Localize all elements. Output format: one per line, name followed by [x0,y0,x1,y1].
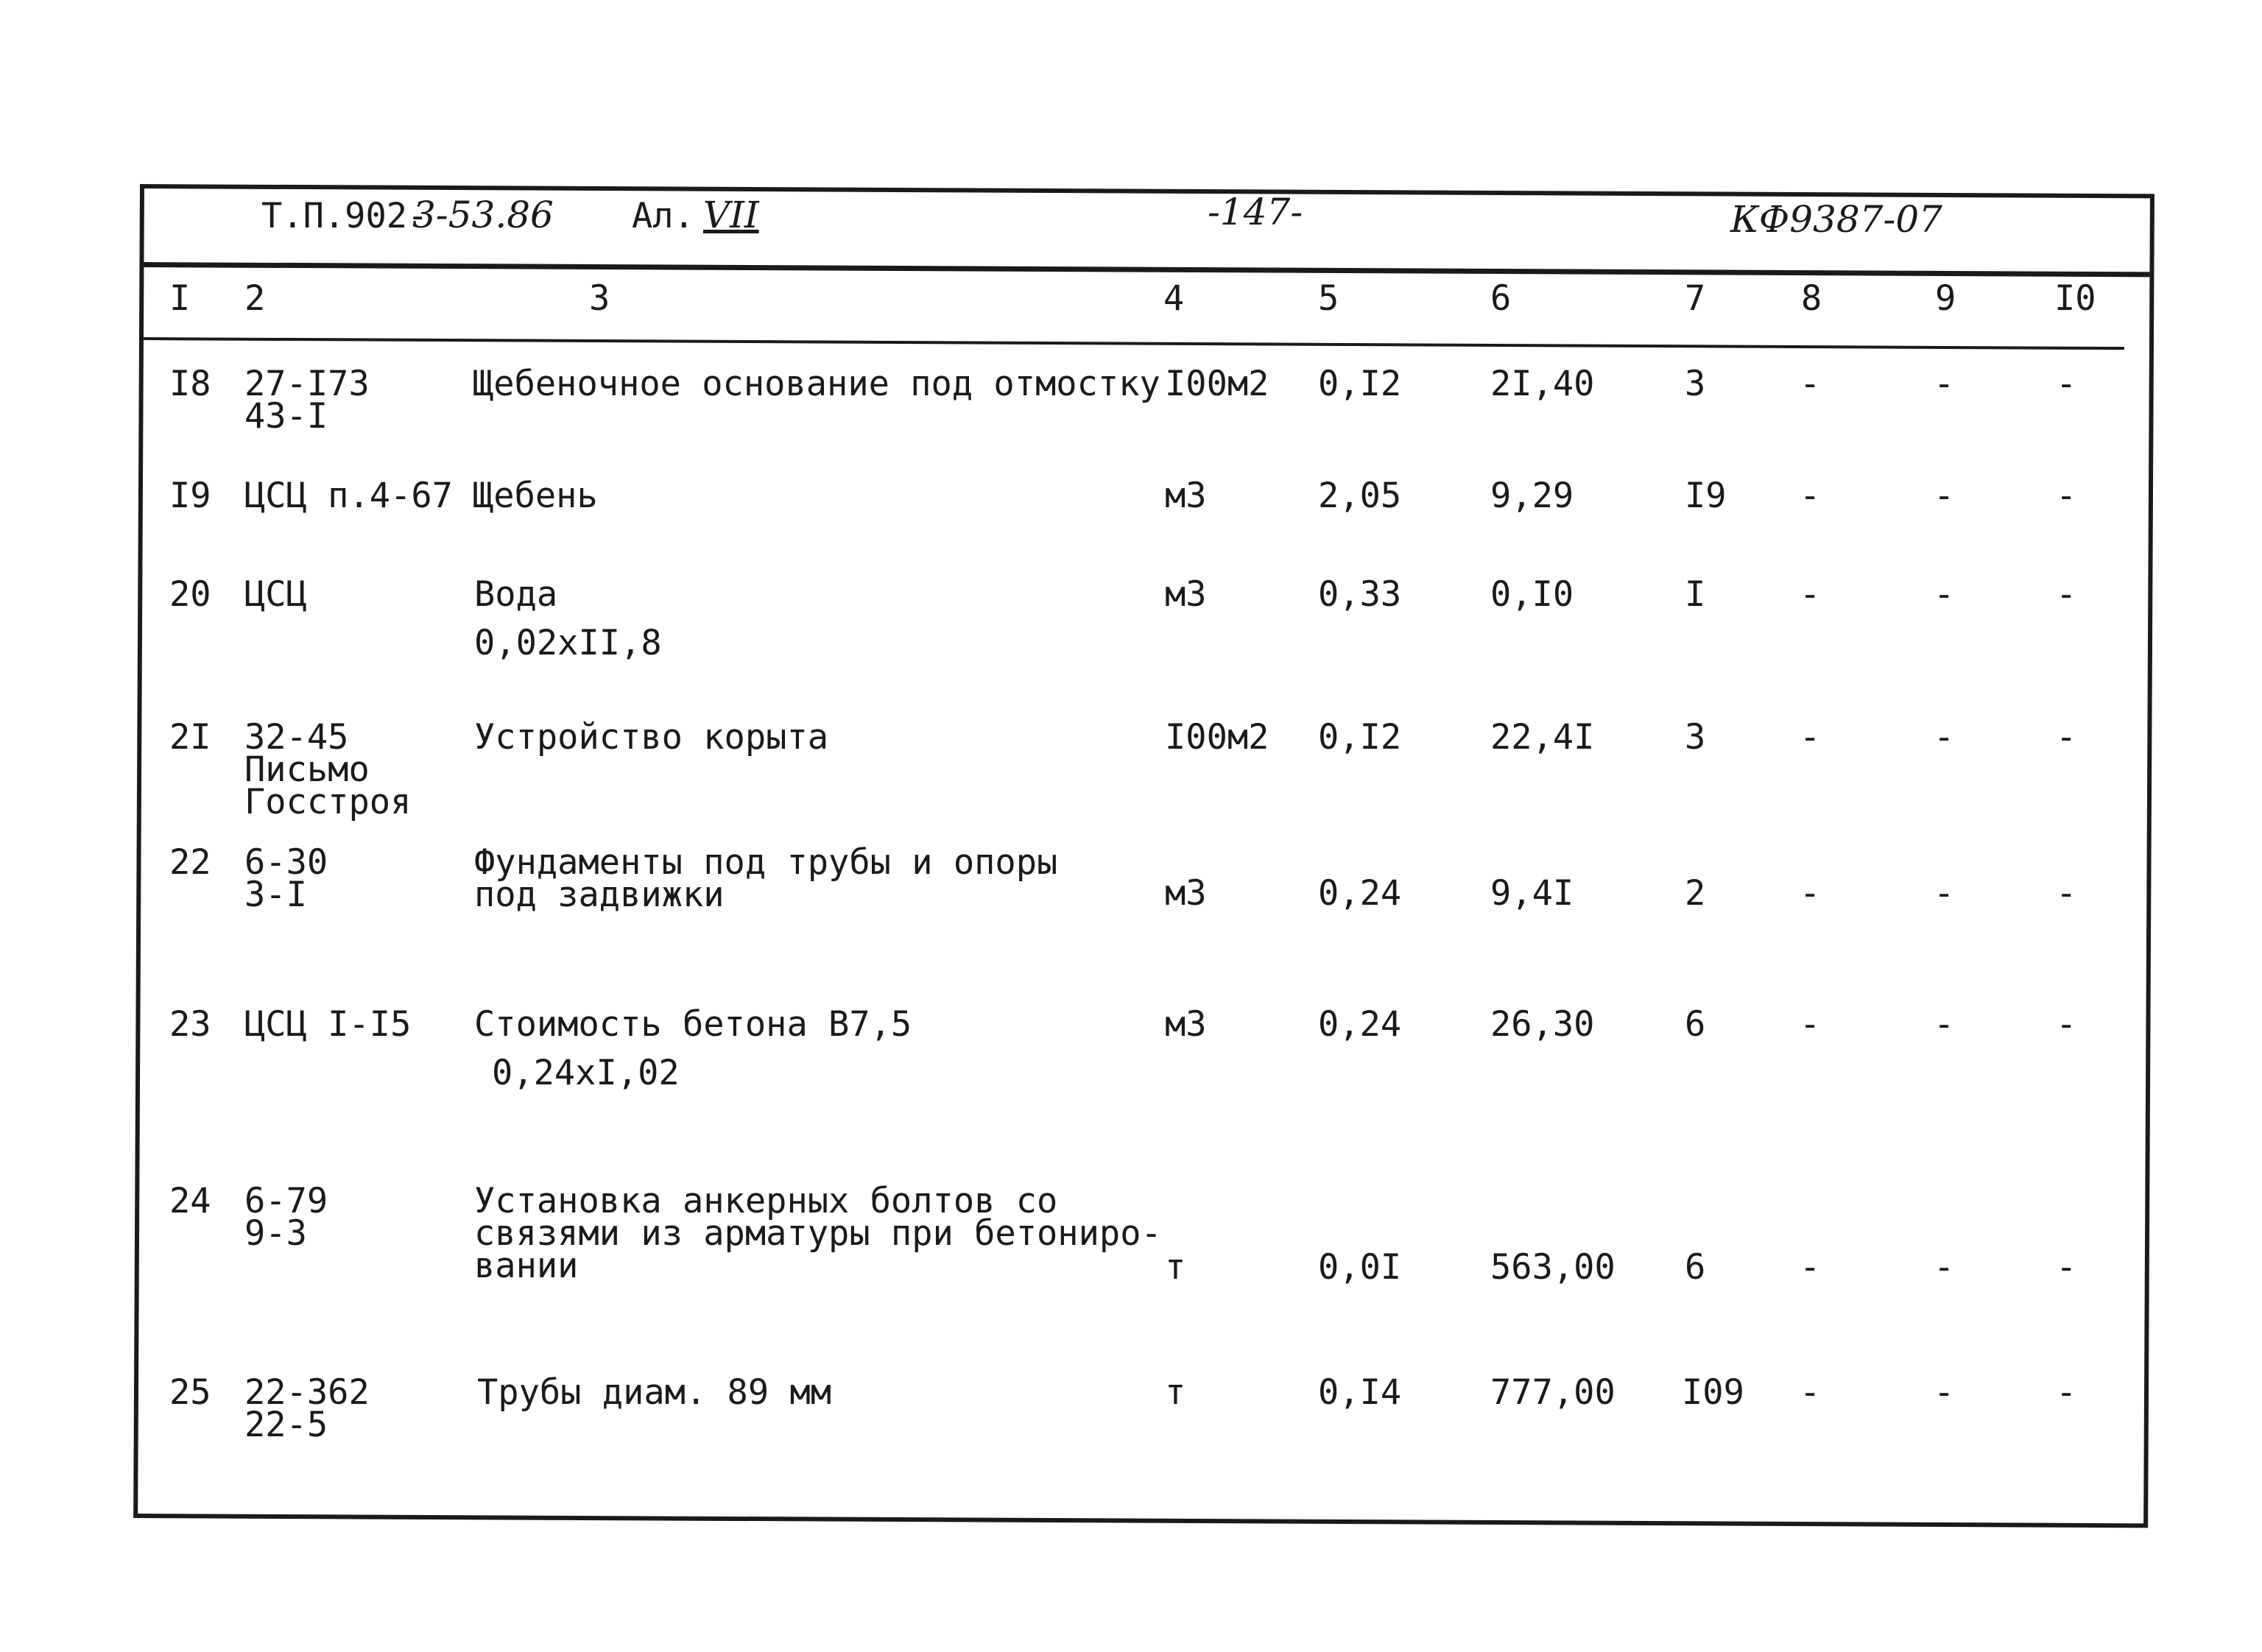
row-price: 9,29 [1490,476,1574,516]
row-code: 6-30 3-I [244,842,328,915]
row-col7: I9 [1685,476,1727,516]
column-number: 3 [589,278,610,319]
row-col8: - [1800,1372,1821,1413]
row-col9: - [1934,364,1955,404]
row-col9: - [1934,476,1955,516]
column-number: 5 [1318,278,1339,319]
row-code: 27-I73 43-I [244,364,370,437]
header-rule [144,262,2149,277]
row-number: 24 [169,1181,211,1221]
row-name: Фундаменты под трубы и опоры под задвижки [474,842,1058,915]
row-name: Щебеночное основание под отмостку [473,364,1160,404]
designation: Т.П.902- [261,196,429,236]
row-col8: - [1800,476,1821,516]
row-quantity: 0,I4 [1318,1372,1402,1413]
row-name: Устройство корыта [474,717,829,758]
row-unit: м3 [1165,476,1207,516]
column-number: 6 [1490,278,1512,319]
row-col8: - [1800,873,1821,914]
row-price: 563,00 [1490,1247,1616,1288]
row-col8: - [1800,364,1821,404]
row-col7: 6 [1685,1004,1706,1045]
column-number: I0 [2054,278,2096,319]
row-price: 2I,40 [1490,364,1595,404]
row-col7: 3 [1685,364,1706,404]
row-note: 0,24хI,02 [492,1053,680,1093]
row-col9: - [1934,873,1955,914]
column-number: 9 [1935,278,1956,319]
row-col7: 6 [1685,1247,1706,1288]
row-quantity: 0,24 [1318,1004,1402,1045]
row-col10: - [2056,1247,2077,1288]
row-unit: т [1165,1247,1186,1288]
row-code: ЦСЦ I-I5 [244,1004,412,1045]
row-quantity: 0,I2 [1318,364,1402,404]
row-number: 2I [169,717,211,758]
row-unit: т [1165,1372,1186,1413]
row-col10: - [2056,873,2077,914]
document-code: КФ9387-07 [1730,198,1942,241]
album-number: VII [703,194,759,236]
row-col10: - [2056,717,2077,758]
designation-handwritten: 3-53.86 [412,194,554,236]
row-price: 22,4I [1490,717,1595,758]
row-name: Щебень [473,476,598,516]
row-number: 22 [169,842,211,883]
column-number: 7 [1685,278,1706,319]
row-price: 9,4I [1490,873,1574,914]
row-quantity: 0,I2 [1318,717,1402,758]
row-quantity: 2,05 [1318,476,1402,516]
row-code: 6-79 9-3 [244,1181,328,1254]
row-col9: - [1934,1004,1955,1045]
row-col10: - [2056,476,2077,516]
row-unit: м3 [1165,873,1207,914]
row-number: I8 [169,364,211,404]
row-note: 0,02хII,8 [474,623,662,663]
row-unit: м3 [1165,1004,1207,1045]
row-price: 777,00 [1490,1372,1616,1413]
row-col10: - [2056,1372,2077,1413]
row-name: Установка анкерных болтов со связями из арматуры при бетониро- вании [474,1181,1162,1286]
row-name: Стоимость бетона В7,5 [474,1004,912,1045]
row-col7: 3 [1685,717,1706,758]
row-col10: - [2056,1004,2077,1045]
row-col9: - [1934,717,1955,758]
row-col8: - [1800,717,1821,758]
row-number: 23 [169,1004,211,1045]
column-number: 4 [1163,278,1185,319]
row-name: Вода [474,574,558,615]
row-number: 20 [169,574,211,615]
row-unit: I00м2 [1165,364,1269,404]
row-col8: - [1800,1247,1821,1288]
column-number: I [169,278,191,319]
row-quantity: 0,24 [1318,873,1402,914]
row-code: ЦСЦ [244,574,307,615]
row-quantity: 0,0I [1318,1247,1402,1288]
row-number: 25 [169,1372,211,1413]
row-col9: - [1934,1372,1955,1413]
page-number: -147- [1208,191,1303,233]
row-code: 22-362 22-5 [244,1372,370,1445]
row-code: ЦСЦ п.4-67 [244,476,453,516]
row-code: 32-45 Письмо Госстроя [244,717,412,822]
row-col8: - [1800,574,1821,615]
row-col7: 2 [1685,873,1706,914]
row-col10: - [2056,364,2077,404]
row-col9: - [1934,1247,1955,1288]
row-unit: м3 [1165,574,1207,615]
row-name: Трубы диам. 89 мм [477,1372,832,1413]
column-number: 2 [244,278,266,319]
row-col7: I [1685,574,1706,615]
column-number: 8 [1801,278,1822,319]
row-col7: I09 [1682,1372,1744,1413]
column-header-rule [144,337,2124,350]
row-price: 26,30 [1490,1004,1595,1045]
row-unit: I00м2 [1165,717,1269,758]
album-label: Ал. [632,196,694,236]
row-price: 0,I0 [1490,574,1574,615]
row-col10: - [2056,574,2077,615]
row-quantity: 0,33 [1318,574,1402,615]
row-number: I9 [169,476,211,516]
row-col8: - [1800,1004,1821,1045]
row-col9: - [1934,574,1955,615]
